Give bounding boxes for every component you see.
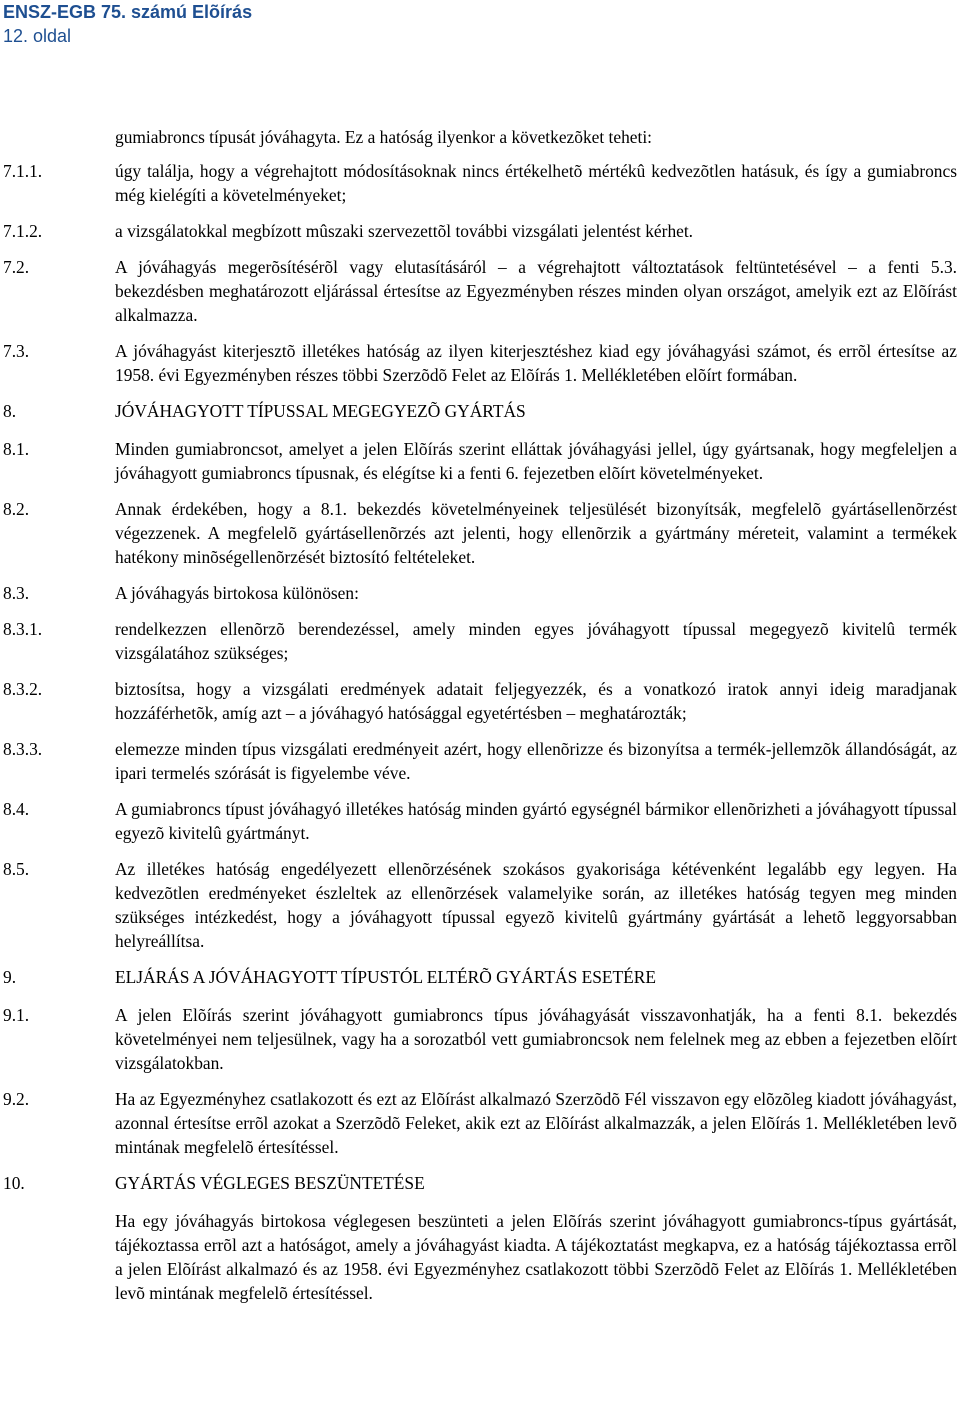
paragraph-text: úgy találja, hogy a végrehajtott módosításoknak nincs értékelhetõ mértékû kedvezõtlen hatásuk, és így a gumiabroncs még kielégíti a követelményeket;: [115, 161, 957, 205]
paragraph-number: 7.1.1.: [3, 161, 43, 181]
paragraph-number: 7.2.: [3, 257, 30, 277]
paragraph-8-3-3: [0, 737, 960, 785]
paragraph-8-2: [0, 497, 960, 569]
paragraph-number: 9.2.: [3, 1089, 30, 1109]
paragraph-number: 8.3.1.: [3, 619, 43, 639]
paragraph-8-3: [0, 581, 960, 605]
paragraph-text: A jóváhagyás birtokosa különösen:: [115, 583, 359, 603]
paragraph-number: 9.1.: [3, 1005, 30, 1025]
section-number: 10.: [3, 1173, 25, 1193]
paragraph-number: 8.2.: [3, 499, 30, 519]
paragraph-text: Ha az Egyezményhez csatlakozott és ezt az Elõírást alkalmazó Szerzõdõ Fél visszavon egy elõzõleg kiadott jóváhagyást, azonnal értesítse errõl azokat a Szerzõdõ Feleket, akik ezt az Elõírást alkalmazzák, a jelen Elõírás 1. Mellékletében levõ mintának megfelelõ értesítéssel.: [115, 1089, 957, 1157]
paragraph-text: Annak érdekében, hogy a 8.1. bekezdés követelményeinek teljesülését bizonyítsák, megfelelõ gyártásellenõrzést végezzenek. A megfelelõ gyártásellenõrzés azt jelenti, hogy ellenõrzik a gyártmány méreteit, valamint a termékek hatékony minõségellenõrzését biztosító feltételeket.: [115, 499, 957, 567]
paragraph-text: A jelen Elõírás szerint jóváhagyott gumiabroncs típus jóváhagyását visszavonhatják, ha a fenti 8.1. bekezdés követelményei nem teljesülnek, vagy ha a sorozatból vett gumiabroncsok nem felelnek meg az ebben a fejezetben elõírt vizsgálatokban.: [115, 1005, 957, 1073]
paragraph-8-3-1: [0, 617, 960, 665]
page-header: [3, 0, 403, 48]
paragraph-number: 8.5.: [3, 859, 30, 879]
paragraph-text: A jóváhagyást kiterjesztõ illetékes hatóság az ilyen kiterjesztéshez kiad egy jóváhagyási számot, és errõl értesítse az 1958. évi Egyezményben részes többi Szerzõdõ Felet az Elõírás 1. Mellékletében elõírt formában.: [115, 341, 957, 385]
paragraph-text: A jóváhagyás megerõsítésérõl vagy elutasításáról – a végrehajtott változtatások feltüntetésével – a fenti 5.3. bekezdésben meghatározott eljárással értesítse az Egyezményben részes minden olyan országot, amelyik ezt az Elõírást alkalmazza.: [115, 257, 957, 325]
paragraph-7-1-2: [0, 219, 960, 243]
section-title: ELJÁRÁS A JÓVÁHAGYOTT TÍPUSTÓL ELTÉRÕ GYÁRTÁS ESETÉRE: [115, 967, 656, 987]
paragraph-10-body: [0, 1209, 960, 1305]
paragraph-text: Minden gumiabroncsot, amelyet a jelen Elõírás szerint elláttak jóváhagyási jellel, úgy gyártsanak, hogy megfeleljen a jóváhagyott gumiabroncs típusnak, és elégítse ki a fenti 6. fejezetben elõírt követelményeket.: [115, 439, 957, 483]
paragraph-text: a vizsgálatokkal megbízott mûszaki szervezettõl további vizsgálati jelentést kérhet.: [115, 221, 694, 241]
paragraph-text: A gumiabroncs típust jóváhagyó illetékes hatóság minden gyártó egységnél bármikor ellenõrizheti a jóváhagyott típussal egyezõ kivitelû gyártmányt.: [115, 799, 957, 843]
paragraph-number: 8.3.: [3, 583, 30, 603]
section-heading-10: [0, 1171, 960, 1195]
paragraph-text: Ha egy jóváhagyás birtokosa véglegesen beszünteti a jelen Elõírás szerint jóváhagyott gumiabroncs-típus gyártását, tájékoztassa errõl azt a hatóságot, amely a jóváhagyást kiadta. A tájékoztatást megkapva, ez a hatóság tájékoztassa errõl a jelen Elõírást alkalmazó és az 1958. évi Egyezményhez csatlakozott többi Szerzõdõ Felet az Elõírás 1. Mellékletében levõ mintának megfelelõ értesítéssel.: [115, 1211, 957, 1303]
paragraph-text: elemezze minden típus vizsgálati eredményeit azért, hogy ellenõrizze és bizonyítsa a termék-jellemzõk állandóságát, az ipari termelés szórását is figyelembe véve.: [115, 739, 957, 783]
paragraph-number: 7.3.: [3, 341, 30, 361]
paragraph-number: [0, 125, 115, 149]
paragraph-text: Az illetékes hatóság engedélyezett ellenõrzésének szokásos gyakorisága kétévenként legalább egy legyen. Ha kedvezõtlen eredményeket észleltek az ellenõrzések valamelyike során, az illetékes hatóság tegyen meg minden szükséges intézkedést, hogy a jóváhagyott típussal egyezõ kivitelû gyártmány gyártását a lehetõ leggyorsabban helyreállítsa.: [115, 859, 957, 951]
section-number: 8.: [3, 401, 17, 421]
document-title: ENSZ-EGB 75. számú Elõírás: [3, 2, 253, 22]
paragraph-7-2: [0, 255, 960, 327]
paragraph-7-3: [0, 339, 960, 387]
section-title: JÓVÁHAGYOTT TÍPUSSAL MEGEGYEZÕ GYÁRTÁS: [115, 401, 526, 421]
section-number: 9.: [3, 967, 17, 987]
paragraph-number: 7.1.2.: [3, 221, 43, 241]
paragraph-9-2: [0, 1087, 960, 1159]
paragraph-8-5: [0, 857, 960, 953]
paragraph-text: gumiabroncs típusát jóváhagyta. Ez a hatóság ilyenkor a következõket teheti:: [115, 127, 653, 147]
paragraph-number: 8.3.3.: [3, 739, 43, 759]
section-title: GYÁRTÁS VÉGLEGES BESZÜNTETÉSE: [115, 1173, 425, 1193]
section-heading-8: [0, 399, 960, 423]
paragraph-7-1-1: [0, 159, 960, 207]
paragraph-text: rendelkezzen ellenõrzõ berendezéssel, amely minden egyes jóváhagyott típussal megegyezõ kivitelû termék vizsgálatához szükséges;: [115, 619, 957, 663]
paragraph-8-4: [0, 797, 960, 845]
paragraph-text: biztosítsa, hogy a vizsgálati eredmények adatait feljegyezzék, és a vonatkozó iratok annyi ideig maradjanak hozzáférhetõk, amíg azt – a jóváhagyó hatósággal egyetértésben – meghatározták;: [115, 679, 957, 723]
paragraph-number: 8.3.2.: [3, 679, 43, 699]
paragraph-8-3-2: [0, 677, 960, 725]
paragraph-continuation: [0, 125, 960, 149]
paragraph-number: 8.1.: [3, 439, 30, 459]
paragraph-9-1: [0, 1003, 960, 1075]
page-number: 12. oldal: [3, 26, 72, 46]
paragraph-8-1: [0, 437, 960, 485]
paragraph-number: [0, 1209, 115, 1305]
paragraph-number: 8.4.: [3, 799, 30, 819]
section-heading-9: [0, 965, 960, 989]
document-body: [0, 125, 960, 1317]
